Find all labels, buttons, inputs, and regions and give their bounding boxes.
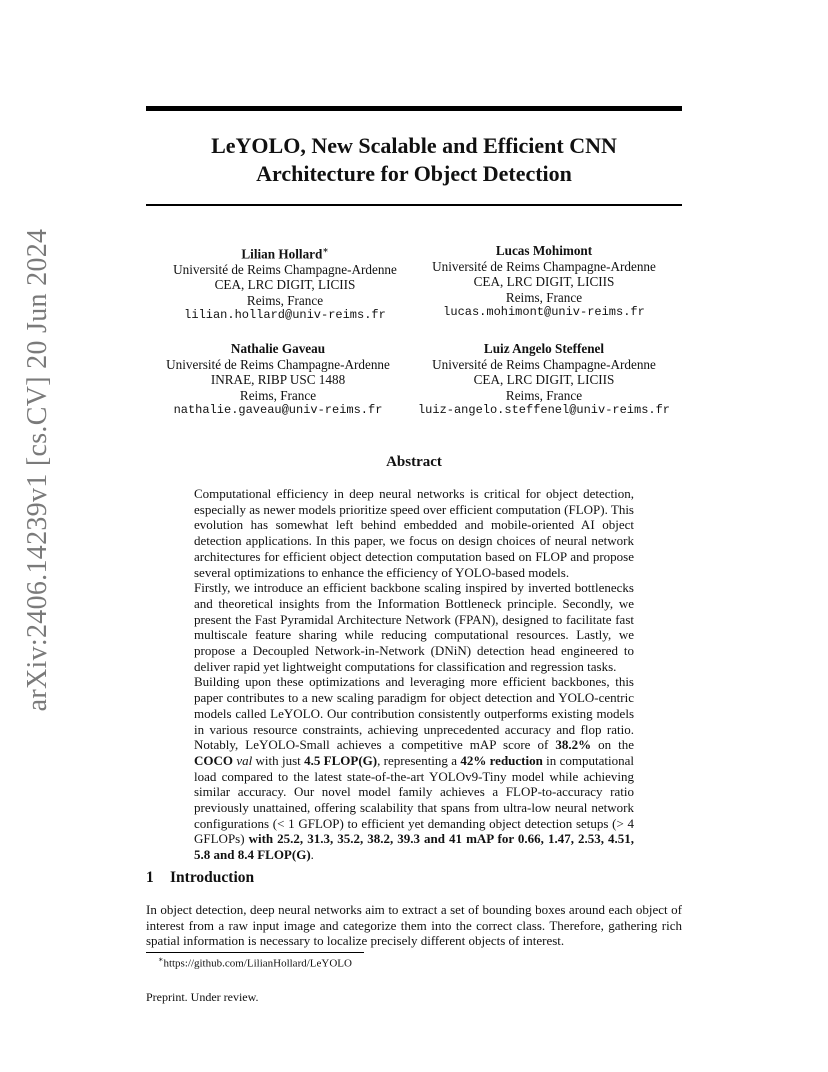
author-lab: CEA, LRC DIGIT, LICIIS — [214, 277, 356, 293]
author-block-steffenel — [410, 341, 678, 419]
title-bottom-rule — [146, 204, 682, 206]
title-top-rule — [146, 106, 682, 111]
author-affiliation: Université de Reims Champagne-Ardenne — [432, 258, 656, 274]
paper-title — [146, 132, 682, 188]
author-lab: INRAE, RIBP USC 1488 — [210, 372, 346, 387]
author-name: Lucas Mohimont — [495, 243, 593, 258]
author-block-gaveau — [150, 341, 406, 419]
author-email[interactable]: nathalie.gaveau@univ-reims.fr — [173, 403, 383, 417]
author-name: Lilian Hollard∗ — [241, 245, 329, 262]
author-lab: CEA, LRC DIGIT, LICIIS — [473, 372, 615, 387]
footnote — [158, 955, 352, 970]
footnote-rule — [146, 952, 364, 953]
footnote-mark: ∗ — [158, 955, 164, 964]
author-affiliation: Université de Reims Champagne-Ardenne — [432, 356, 656, 372]
abstract-paragraph-2: Firstly, we introduce an efficient backbone scaling inspired by inverted bottlenecks and theoretical insights from the Information Bottleneck principle. Secondly, we present the Fast Pyramidal Architecture Network (FPAN), designed to facilitate fast multiscale feature sharing while reducing computational resources. Lastly, we propose a Decoupled Network-in-Network (DNiN) detection head engineered to deliver rapid yet lightweight computations for classification and regression tasks. — [194, 580, 634, 674]
author-city: Reims, France — [239, 387, 317, 403]
author-email[interactable]: lucas.mohimont@univ-reims.fr — [443, 305, 645, 319]
section-number: 1 — [146, 869, 154, 886]
arxiv-identifier: arXiv:2406.14239v1 [cs.CV] 20 Jun 2024 — [22, 228, 53, 712]
author-lab: CEA, LRC DIGIT, LICIIS — [473, 274, 615, 289]
abstract-body — [194, 486, 634, 863]
author-city: Reims, France — [505, 387, 583, 403]
author-block-hollard — [160, 243, 410, 324]
author-affiliation: Université de Reims Champagne-Ardenne — [166, 356, 390, 372]
introduction-paragraph: In object detection, deep neural networks aim to extract a set of bounding boxes around each object of interest from a raw input image and categorize them into the correct class. Therefore, gathering rich spatial information is necessary to localize precisely different objects of interest. — [146, 902, 682, 949]
footnote-mark: ∗ — [322, 245, 329, 255]
abstract-paragraph-1: Computational efficiency in deep neural networks is critical for object detection, especially as newer models prioritize speed over efficient computation (FLOP). This evolution has somewhat left behind embedded and mobile-oriented AI object detection applications. In this paper, we focus on design choices of neural network architectures for efficient object detection computation based on FLOP and propose several optimizations to enhance the efficiency of YOLO-based models. — [194, 486, 634, 580]
section-heading-introduction — [146, 869, 254, 887]
footnote-link[interactable]: https://github.com/LilianHollard/LeYOLO — [163, 957, 352, 970]
author-name: Nathalie Gaveau — [230, 341, 326, 356]
abstract-heading: Abstract — [386, 454, 442, 470]
author-name: Luiz Angelo Steffenel — [483, 341, 605, 356]
author-block-mohimont — [418, 243, 670, 321]
author-email[interactable]: lilian.hollard@univ-reims.fr — [184, 308, 386, 323]
abstract-paragraph-3: Building upon these optimizations and leveraging more efficient backbones, this paper contributes to a new scaling paradigm for object detection and YOLO-centric models called LeYOLO. Our contribution consistently outperforms existing models in various resource constraints, achieving unprecedented accuracy and flop ratio. Notably, LeYOLO-Small achieves a competitive mAP score of 38.2% on the COCO val with just 4.5 FLOP(G), representing a 42% reduction in computational load compared to the latest state-of-the-art YOLOv9-Tiny model while achieving similar accuracy. Our novel model family achieves a FLOP-to-accuracy ratio previously unattained, offering scalability that spans from ultra-low neural network configurations (< 1 GFLOP) to efficient yet demanding object detection setups (> 4 GFLOPs) with 25.2, 31.3, 35.2, 38.2, 39.3 and 41 mAP for 0.66, 1.47, 2.53, 4.51, 5.8 and 8.4 FLOP(G). — [194, 674, 634, 863]
author-city: Reims, France — [505, 289, 583, 305]
title-line-2: Architecture for Object Detection — [256, 161, 572, 186]
preprint-notice: Preprint. Under review. — [146, 990, 259, 1004]
author-email[interactable]: luiz-angelo.steffenel@univ-reims.fr — [417, 403, 671, 417]
title-line-1: LeYOLO, New Scalable and Efficient CNN — [211, 133, 617, 158]
author-city: Reims, France — [246, 292, 324, 308]
section-title: Introduction — [170, 869, 255, 886]
author-affiliation: Université de Reims Champagne-Ardenne — [173, 261, 397, 277]
